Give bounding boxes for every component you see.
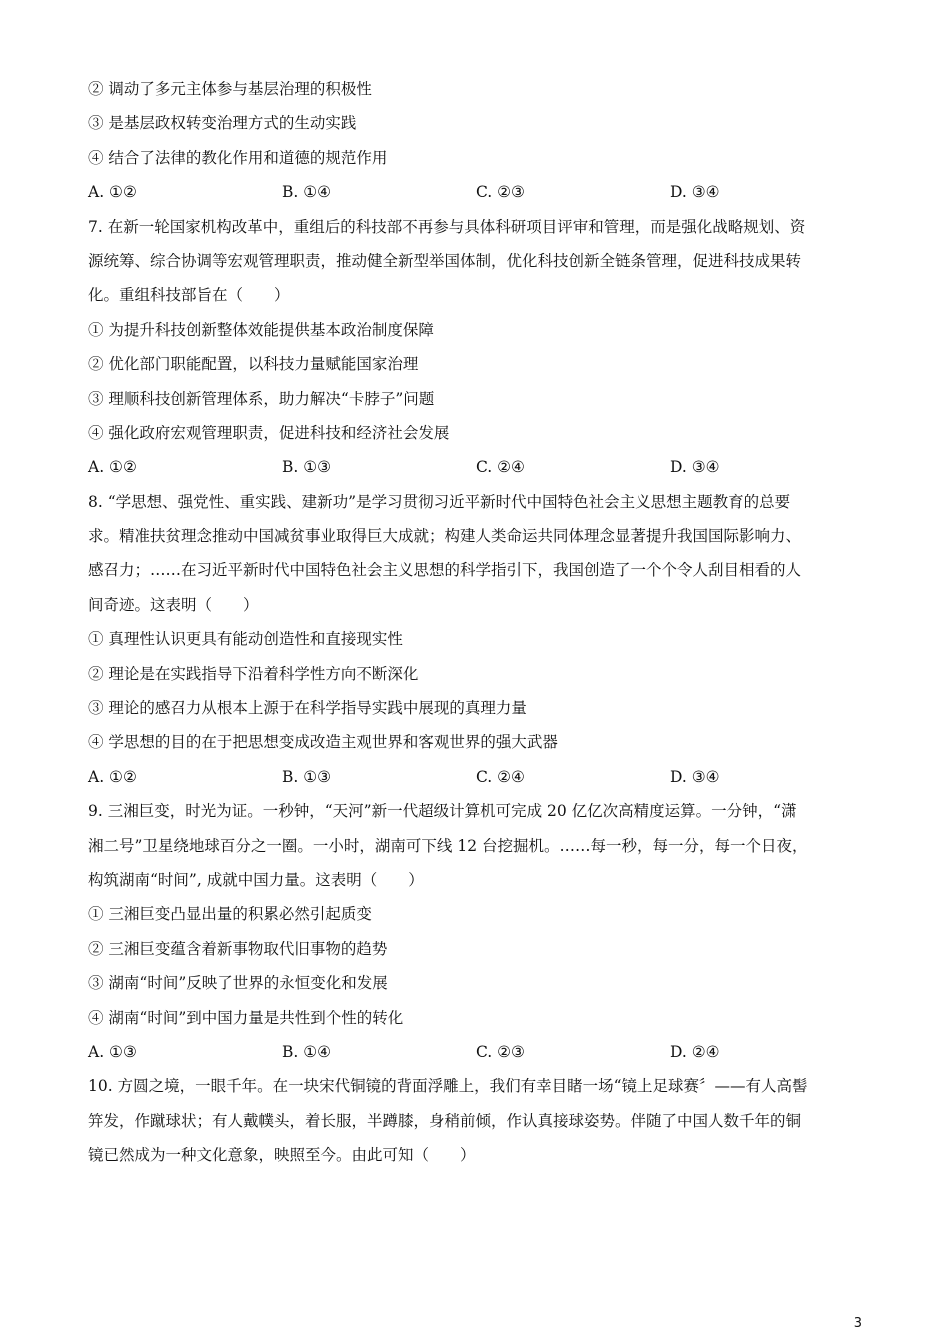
q8-stem-line-4: 间奇迹。这表明（ ） <box>88 595 259 614</box>
q6-option-c: C. ②③ <box>476 183 525 202</box>
q6-item-2: ② 调动了多元主体参与基层治理的积极性 <box>88 80 372 98</box>
q9-option-c: C. ②③ <box>476 1042 525 1061</box>
q8-stem-line-2: 求。精准扶贫理念推动中国减贫事业取得巨大成就；构建人类命运共同体理念显著提升我国国际影响力、 <box>88 527 802 546</box>
q7-item-1: ① 为提升科技创新整体效能提供基本政治制度保障 <box>88 320 434 339</box>
question-7 <box>88 210 868 485</box>
q6-option-d: D. ③④ <box>670 183 720 202</box>
q7-item-3: ③ 理顺科技创新管理体系，助力解决“卡脖子”问题 <box>88 389 435 408</box>
q9-option-d: D. ②④ <box>670 1042 720 1061</box>
question-6-tail <box>88 72 868 210</box>
q10-stem-line-3: 镜已然成为一种文化意象，映照至今。由此可知（ ） <box>88 1146 476 1165</box>
q8-options <box>88 760 868 794</box>
document-page <box>88 72 868 1173</box>
q7-option-c: C. ②④ <box>476 458 525 477</box>
q9-option-b: B. ①④ <box>282 1042 332 1061</box>
q9-item-3: ③ 湖南“时间”反映了世界的永恒变化和发展 <box>88 974 388 993</box>
q8-stem-line-3: 感召力；……在习近平新时代中国特色社会主义思想的科学指引下，我国创造了一个个令人刮目相看的人 <box>88 561 802 580</box>
q7-option-d: D. ③④ <box>670 458 720 477</box>
q9-stem-line-2: 湘二号”卫星绕地球百分之一圈。一小时，湖南可下线 12 台挖掘机。……每一秒，每一分，每一个日夜， <box>88 836 808 855</box>
q7-item-2: ② 优化部门职能配置，以科技力量赋能国家治理 <box>88 355 419 374</box>
q10-stem-line-1: 10. 方圆之境，一眼千年。在一块宋代铜镜的背面浮雕上，我们有幸目睹一场“镜上足球赛〞——有人高髻 <box>88 1077 808 1096</box>
q8-item-2: ② 理论是在实践指导下沿着科学性方向不断深化 <box>88 664 419 683</box>
q6-item-4: ④ 结合了法律的教化作用和道德的规范作用 <box>88 148 388 167</box>
q6-options <box>88 175 868 209</box>
q6-item-3: ③ 是基层政权转变治理方式的生动实践 <box>88 114 357 133</box>
q8-option-a: A. ①② <box>88 767 137 786</box>
q8-option-c: C. ②④ <box>476 767 525 786</box>
q7-option-b: B. ①③ <box>282 458 332 477</box>
q9-stem-line-1: 9. 三湘巨变，时光为证。一秒钟，“天河”新一代超级计算机可完成 20 亿亿次高精度运算。一分钟，“潇 <box>88 802 797 821</box>
q6-option-b: B. ①④ <box>282 183 332 202</box>
q7-options <box>88 450 868 484</box>
q6-option-a: A. ①② <box>88 183 137 202</box>
q8-option-b: B. ①③ <box>282 767 332 786</box>
q7-stem-line-3: 化。重组科技部旨在（ ） <box>88 286 290 305</box>
q7-option-a: A. ①② <box>88 458 137 477</box>
q9-option-a: A. ①③ <box>88 1042 137 1061</box>
q8-item-3: ③ 理论的感召力从根本上源于在科学指导实践中展现的真理力量 <box>88 699 527 718</box>
question-10 <box>88 1069 868 1172</box>
q9-options <box>88 1035 868 1069</box>
q7-stem-line-1: 7. 在新一轮国家机构改革中，重组后的科技部不再参与具体科研项目评审和管理，而是强化战略规划、资 <box>88 217 806 236</box>
q8-item-1: ① 真理性认识更具有能动创造性和直接现实性 <box>88 630 403 649</box>
q9-item-2: ② 三湘巨变蕴含着新事物取代旧事物的趋势 <box>88 939 388 958</box>
page-number: 3 <box>853 1316 862 1331</box>
q7-item-4: ④ 强化政府宏观管理职责，促进科技和经济社会发展 <box>88 423 450 442</box>
q8-item-4: ④ 学思想的目的在于把思想变成改造主观世界和客观世界的强大武器 <box>88 733 558 752</box>
question-9 <box>88 794 868 1069</box>
q10-stem-line-2: 笄发，作蹴球状；有人戴幞头，着长服，半蹲膝，身稍前倾，作认真接球姿势。伴随了中国人数千年的铜 <box>88 1111 802 1130</box>
q9-item-1: ① 三湘巨变凸显出量的积累必然引起质变 <box>88 905 372 924</box>
question-8 <box>88 485 868 795</box>
q9-item-4: ④ 湖南“时间”到中国力量是共性到个性的转化 <box>88 1008 404 1027</box>
q7-stem-line-2: 源统筹、综合协调等宏观管理职责，推动健全新型举国体制，优化科技创新全链条管理，促进科技成果转 <box>88 251 802 270</box>
q8-stem-line-1: 8. “学思想、强党性、重实践、建新功”是学习贯彻习近平新时代中国特色社会主义思想主题教育的总要 <box>88 492 791 511</box>
q9-stem-line-3: 构筑湖南“时间”, 成就中国力量。这表明（ ） <box>88 870 424 889</box>
q8-option-d: D. ③④ <box>670 767 720 786</box>
